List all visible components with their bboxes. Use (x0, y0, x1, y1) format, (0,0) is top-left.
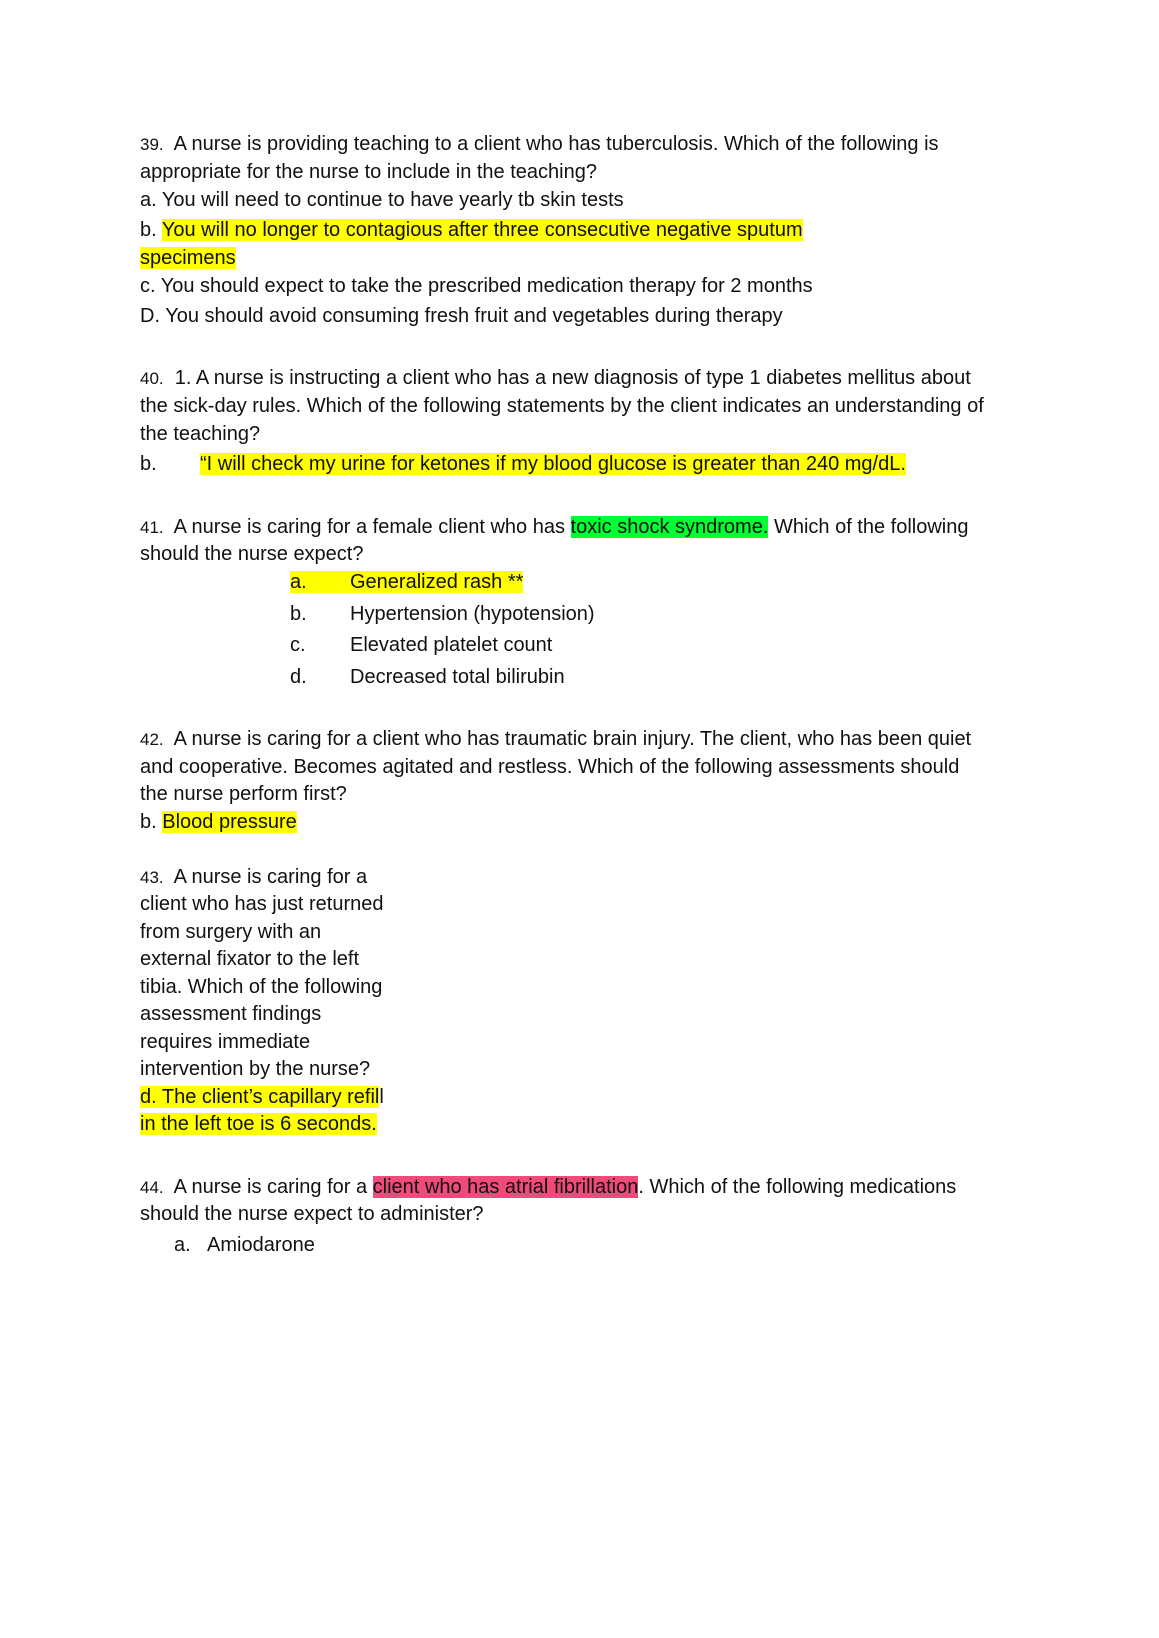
q44-stem-before: A nurse is caring for a (173, 1176, 373, 1198)
q41-option-d-letter: d. (290, 666, 307, 688)
q43-answer-1 (140, 1085, 384, 1109)
q39-option-c: c. You should expect to take the prescribed medication therapy for 2 months (140, 275, 813, 297)
q41-number: 41. (140, 518, 164, 537)
q39-option-b-cont (140, 246, 236, 270)
q39-option-b-answer: You will no longer to contagious after three consecutive negative sputum (161, 219, 803, 241)
q42-stem-1: A nurse is caring for a client who has traumatic brain injury. The client, who has been quiet (173, 728, 972, 750)
q43-stem-1: A nurse is caring for a (173, 866, 368, 888)
q43-answer-text-2: in the left toe is 6 seconds. (140, 1113, 377, 1135)
q39-stem-1: A nurse is providing teaching to a client who has tuberculosis. Which of the following is (173, 133, 939, 155)
q43-line-7: requires immediate (140, 1031, 311, 1053)
q44-line-2: should the nurse expect to administer? (140, 1203, 484, 1225)
q40-number: 40. (140, 369, 164, 388)
q43-line-1 (140, 865, 367, 890)
q43-number: 43. (140, 868, 164, 887)
q39-option-b-prefix: b. (140, 219, 162, 241)
q44-option-a-letter: a. (174, 1234, 191, 1256)
q44-number: 44. (140, 1178, 164, 1197)
q44-option-a (174, 1233, 315, 1257)
q44-stem-highlight: client who has atrial fibrillation (372, 1176, 639, 1198)
q40-answer-letter: b. (140, 453, 157, 475)
q39-option-d: D. You should avoid consuming fresh fruit and vegetables during therapy (140, 305, 783, 327)
q41-option-a-letter: a. (290, 571, 307, 593)
q42-line-3: the nurse perform first? (140, 783, 347, 805)
q40-answer-text: “I will check my urine for ketones if my blood glucose is greater than 240 mg/dL. (200, 453, 906, 475)
q41-line-2: should the nurse expect? (140, 543, 364, 565)
q41-option-d (290, 665, 565, 689)
q41-stem-highlight: toxic shock syndrome. (570, 516, 769, 538)
q41-option-c (290, 633, 552, 657)
q41-option-c-letter: c. (290, 634, 306, 656)
q39-option-b (140, 218, 803, 242)
q42-line-2: and cooperative. Becomes agitated and restless. Which of the following assessments should (140, 756, 960, 778)
q44-line-1 (140, 1175, 956, 1200)
q44-option-a-text: Amiodarone (207, 1234, 315, 1256)
q43-line-4: external fixator to the left (140, 948, 360, 970)
q41-option-b-text: Hypertension (hypotension) (350, 603, 595, 625)
q41-option-a-text: Generalized rash ** (350, 571, 524, 593)
q40-answer (140, 452, 906, 476)
q39-number: 39. (140, 135, 164, 154)
q42-answer-text: Blood pressure (162, 811, 297, 833)
q41-option-b-letter: b. (290, 603, 307, 625)
q44-stem-after: . Which of the following medications (638, 1176, 957, 1198)
q41-option-b (290, 602, 595, 626)
q42-number: 42. (140, 730, 164, 749)
q39-option-a: a. You will need to continue to have yearly tb skin tests (140, 189, 624, 211)
q43-line-8: intervention by the nurse? (140, 1058, 371, 1080)
q39-option-b-answer-cont: specimens (140, 247, 236, 269)
q42-line-1 (140, 727, 971, 752)
q43-answer-text-1-tail: l (379, 1086, 384, 1108)
q40-line-3: the teaching? (140, 423, 261, 445)
q43-line-6: assessment findings (140, 1003, 322, 1025)
q43-answer-text-1: d. The client’s capillary refil (140, 1086, 380, 1108)
q41-stem-before: A nurse is caring for a female client who has (173, 516, 571, 538)
q43-line-2: client who has just returned (140, 893, 384, 915)
q40-stem-1: 1. A nurse is instructing a client who has a new diagnosis of type 1 diabetes mellitus about (174, 367, 971, 389)
q40-line-1 (140, 366, 971, 391)
q41-option-c-text: Elevated platelet count (350, 634, 553, 656)
q41-option-d-text: Decreased total bilirubin (350, 666, 565, 688)
q42-answer-prefix: b. (140, 811, 163, 833)
q43-line-3: from surgery with an (140, 921, 322, 943)
q41-line-1 (140, 515, 969, 540)
q43-answer-2 (140, 1112, 377, 1136)
q39-line-2: appropriate for the nurse to include in the teaching? (140, 161, 597, 183)
q41-option-a (290, 570, 523, 594)
q40-line-2: the sick-day rules. Which of the following statements by the client indicates an understanding of (140, 395, 984, 417)
q39-line-1 (140, 132, 939, 157)
q41-stem-after: Which of the following (768, 516, 969, 538)
q43-line-5: tibia. Which of the following (140, 976, 383, 998)
q42-answer (140, 810, 297, 834)
